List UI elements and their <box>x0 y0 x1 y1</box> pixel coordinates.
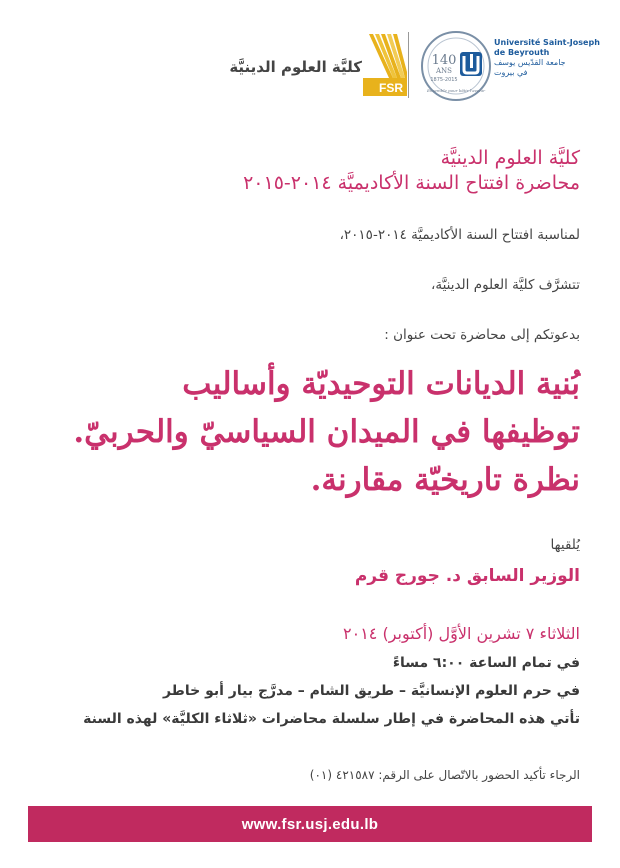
usj-name-fr-2: de Beyrouth <box>494 48 550 57</box>
rsvp-text: الرجاء تأكيد الحضور بالاتّصال على الرقم: ٤٢١٥٨٧ (٠١) <box>309 768 580 782</box>
usj-name-ar-2: في بيروت <box>494 68 528 77</box>
fsr-logo-stripes <box>369 34 407 78</box>
usj-emblem <box>460 52 482 76</box>
usj-seal-ans: ANS <box>436 67 452 75</box>
occasion-text: لمناسبة افتتاح السنة الأكاديميَّة ٢٠١٤-٢٠١٥، <box>339 227 580 243</box>
usj-seal-number: 140 <box>431 53 457 68</box>
fsr-logo-text: FSR <box>379 81 403 95</box>
usj-name-fr-1: Université Saint-Joseph <box>494 38 600 47</box>
footer-url-bar[interactable] <box>28 806 592 842</box>
event-time: في تمام الساعة ٦:٠٠ مساءً <box>392 655 580 671</box>
lecture-title-line-1: بُنية الديانات التوحيديّة وأساليب <box>182 366 580 402</box>
header <box>0 28 620 108</box>
event-place: في حرم العلوم الإنسانيَّة – طريق الشام – مدرَّج بيار أبو خاطر <box>162 683 580 699</box>
honored-text: تتشرَّف كليَّة العلوم الدينيَّة، <box>430 277 580 293</box>
lecture-title <box>28 360 580 504</box>
footer-url[interactable]: www.fsr.usj.edu.lb <box>241 815 379 833</box>
usj-seal-years: 1875-2015 <box>430 77 458 83</box>
usj-motto: Ensemble pour bâtir l'avenir <box>426 88 486 93</box>
fsr-logo <box>363 32 407 96</box>
usj-name-ar-1: جامعة القدّيس يوسف <box>494 58 566 67</box>
header-divider <box>408 32 409 98</box>
faculty-name: كليَّة العلوم الدينيَّة <box>229 58 362 76</box>
title-lecture: محاضرة افتتاح السنة الأكاديميَّة ٢٠١٤-٢٠١٥ <box>243 172 580 194</box>
invite-text: بدعوتكم إلى محاضرة تحت عنوان : <box>384 327 580 343</box>
delivered-by-label: يُلقيها <box>550 537 580 553</box>
usj-name <box>494 38 612 78</box>
lecture-title-line-2: توظيفها في الميدان السياسيّ والحربيّ. <box>73 414 580 450</box>
event-date: الثلاثاء ٧ تشرين الأوَّل (أكتوبر) ٢٠١٤ <box>343 624 580 643</box>
lecture-title-line-3: نظرة تاريخيّة مقارنة. <box>310 462 580 498</box>
title-faculty: كليَّة العلوم الدينيَّة <box>440 147 580 169</box>
series-note: تأتي هذه المحاضرة في إطار سلسلة محاضرات «ثلاثاء الكليَّة» لهذه السنة <box>83 711 580 727</box>
speaker-name: الوزير السابق د. جورج قرم <box>354 566 580 586</box>
usj-seal <box>420 30 492 102</box>
